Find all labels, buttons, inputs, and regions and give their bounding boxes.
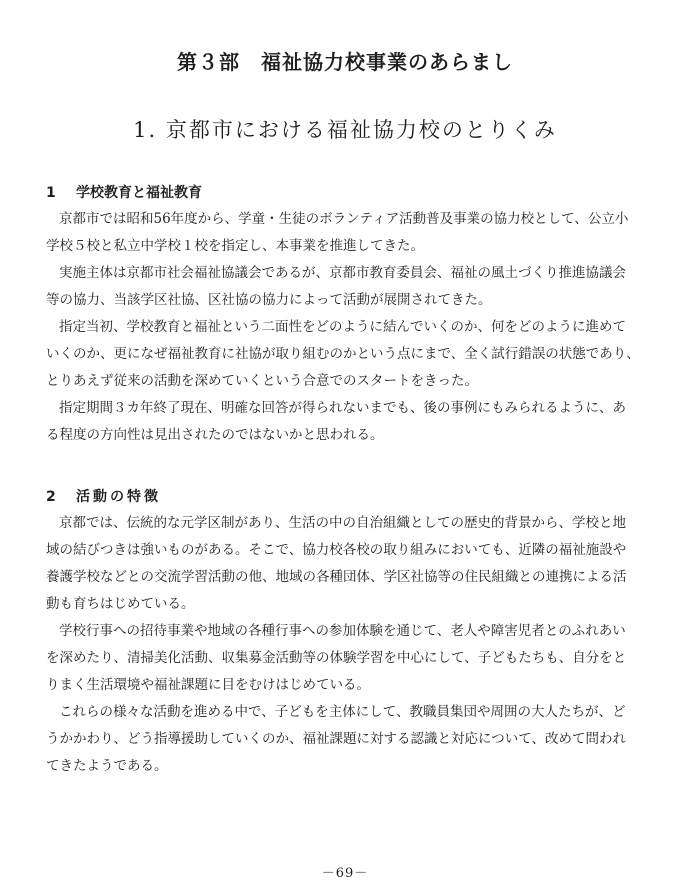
section-heading xyxy=(46,486,650,508)
section-2 xyxy=(46,486,650,780)
text-line: これらの様々な活動を進める中で、子どもを主体にして、教職員集団や周囲の大人たちが、ど xyxy=(59,704,626,720)
text-line: とりあえず従来の活動を深めていくという合意でのスタートをきった。 xyxy=(46,373,478,389)
paragraph xyxy=(46,510,650,618)
text-line: 等の協力、当該学区社協、区社協の協力によって活動が展開されてきた。 xyxy=(46,292,492,308)
text-line: 養護学校などとの交流学習活動の他、地域の各種団体、学区社協等の住民組織との連携による活 xyxy=(46,569,627,585)
section-1 xyxy=(46,182,650,449)
section-number: 2 xyxy=(46,489,56,505)
text-line: 実施主体は京都市社会福祉協議会であるが、京都市教育委員会、福祉の風土づくり推進協議会 xyxy=(59,265,626,281)
paragraph xyxy=(46,618,650,699)
paragraph xyxy=(46,206,650,260)
text-line: 指定期間３カ年終了現在、明確な回答が得られないまでも、後の事例にもみられるように、あ xyxy=(59,400,626,416)
text-line: 指定当初、学校教育と福祉という二面性をどのように結んでいくのか、何をどのように進めて xyxy=(59,319,626,335)
text-line: 域の結びつきは強いものがある。そこで、協力校各校の取り組みにおいても、近隣の福祉施設や xyxy=(46,542,627,558)
section-heading-text: 活動の特徴 xyxy=(76,489,161,505)
section-heading xyxy=(46,182,650,204)
part-title: 第３部 福祉協力校事業のあらまし xyxy=(177,50,513,74)
text-line: を深めたり、清掃美化活動、収集募金活動等の体験学習を中心にして、子どもたちも、自分をと xyxy=(46,650,627,666)
text-line: 学校５校と私立中学校１校を指定し、本事業を推進してきた。 xyxy=(46,238,424,254)
page-number: －69－ xyxy=(321,866,369,881)
paragraph xyxy=(46,395,650,449)
text-line: りまく生活環境や福祉課題に目をむけはじめている。 xyxy=(46,677,370,693)
text-line: うかかわり、どう指導援助していくのか、福祉課題に対する認識と対応について、改めて問われ xyxy=(46,731,626,747)
text-line: 学校行事への招待事業や地域の各種行事への参加体験を通じて、老人や障害児者とのふれあい xyxy=(59,623,626,639)
chapter-title: 1. 京都市における福祉協力校のとりくみ xyxy=(133,118,557,142)
text-line: てきたようである。 xyxy=(46,758,168,774)
text-line: いくのか、更になぜ福祉教育に社協が取り組むのかという点にまで、全く試行錯誤の状態であり、 xyxy=(46,346,640,362)
section-number: 1 xyxy=(46,185,56,201)
paragraph xyxy=(46,314,650,395)
paragraph xyxy=(46,699,650,780)
section-heading-text: 学校教育と福祉教育 xyxy=(76,185,202,201)
text-line: 京都では、伝統的な元学区制があり、生活の中の自治組織としての歴史的背景から、学校と地 xyxy=(59,515,626,531)
paragraph xyxy=(46,260,650,314)
text-line: る程度の方向性は見出されたのではないかと思われる。 xyxy=(46,427,384,443)
text-line: 京都市では昭和56年度から、学童・生徒のボランティア活動普及事業の協力校として、公立小 xyxy=(59,211,629,227)
text-line: 動も育ちはじめている。 xyxy=(46,596,195,612)
